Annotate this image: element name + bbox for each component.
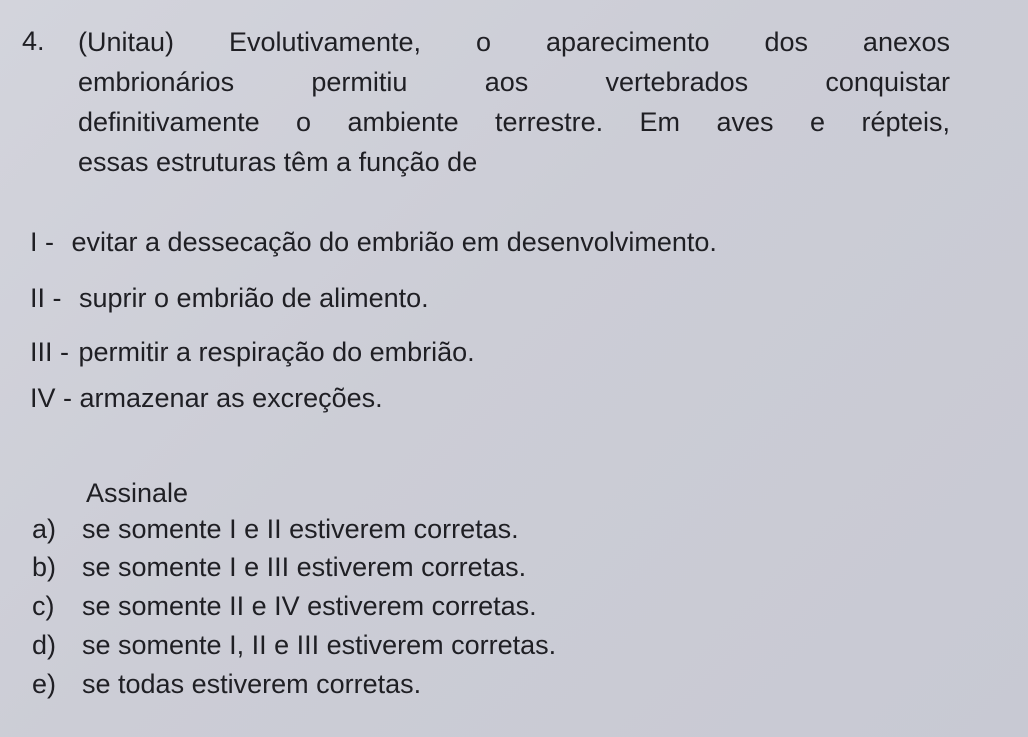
stem-line: (Unitau) Evolutivamente, o aparecimento dos anexos [78, 27, 950, 57]
option-c[interactable] [32, 589, 537, 623]
statement-label: II - [30, 283, 62, 313]
stem-line: definitivamente o ambiente terrestre. Em aves e répteis, [78, 107, 950, 137]
answer-prompt: Assinale [86, 478, 189, 508]
option-d[interactable] [32, 628, 556, 662]
question-stem [78, 22, 950, 182]
option-text: se todas estiverem corretas. [82, 669, 422, 699]
stem-line: essas estruturas têm a função de [78, 147, 478, 177]
statement-text: permitir a respiração do embrião. [78, 337, 475, 367]
statement-item [30, 380, 383, 416]
statement-label: I - [30, 227, 54, 257]
statement-text: evitar a dessecação do embrião em desenvolvimento. [71, 227, 717, 257]
option-letter: b) [32, 552, 57, 582]
statement-item [30, 280, 429, 316]
statement-label: III - [30, 337, 69, 367]
statement-text: armazenar as excreções. [79, 383, 383, 413]
option-text: se somente I e II estiverem corretas. [82, 514, 519, 544]
option-b[interactable] [32, 550, 526, 584]
option-text: se somente I e III estiverem corretas. [82, 552, 527, 582]
statement-item [30, 224, 717, 260]
question-number: 4. [22, 26, 45, 56]
option-text: se somente I, II e III estiverem corretas. [82, 630, 557, 660]
statement-item [30, 334, 475, 370]
option-letter: d) [32, 630, 57, 660]
stem-line: embrionários permitiu aos vertebrados conquistar [78, 67, 950, 97]
statement-label: IV - [30, 383, 73, 413]
option-a[interactable] [32, 512, 519, 546]
option-letter: c) [32, 591, 55, 621]
option-letter: e) [32, 669, 57, 699]
option-letter: a) [32, 514, 57, 544]
statement-text: suprir o embrião de alimento. [79, 283, 429, 313]
option-text: se somente II e IV estiverem corretas. [82, 591, 537, 621]
option-e[interactable] [32, 667, 421, 701]
